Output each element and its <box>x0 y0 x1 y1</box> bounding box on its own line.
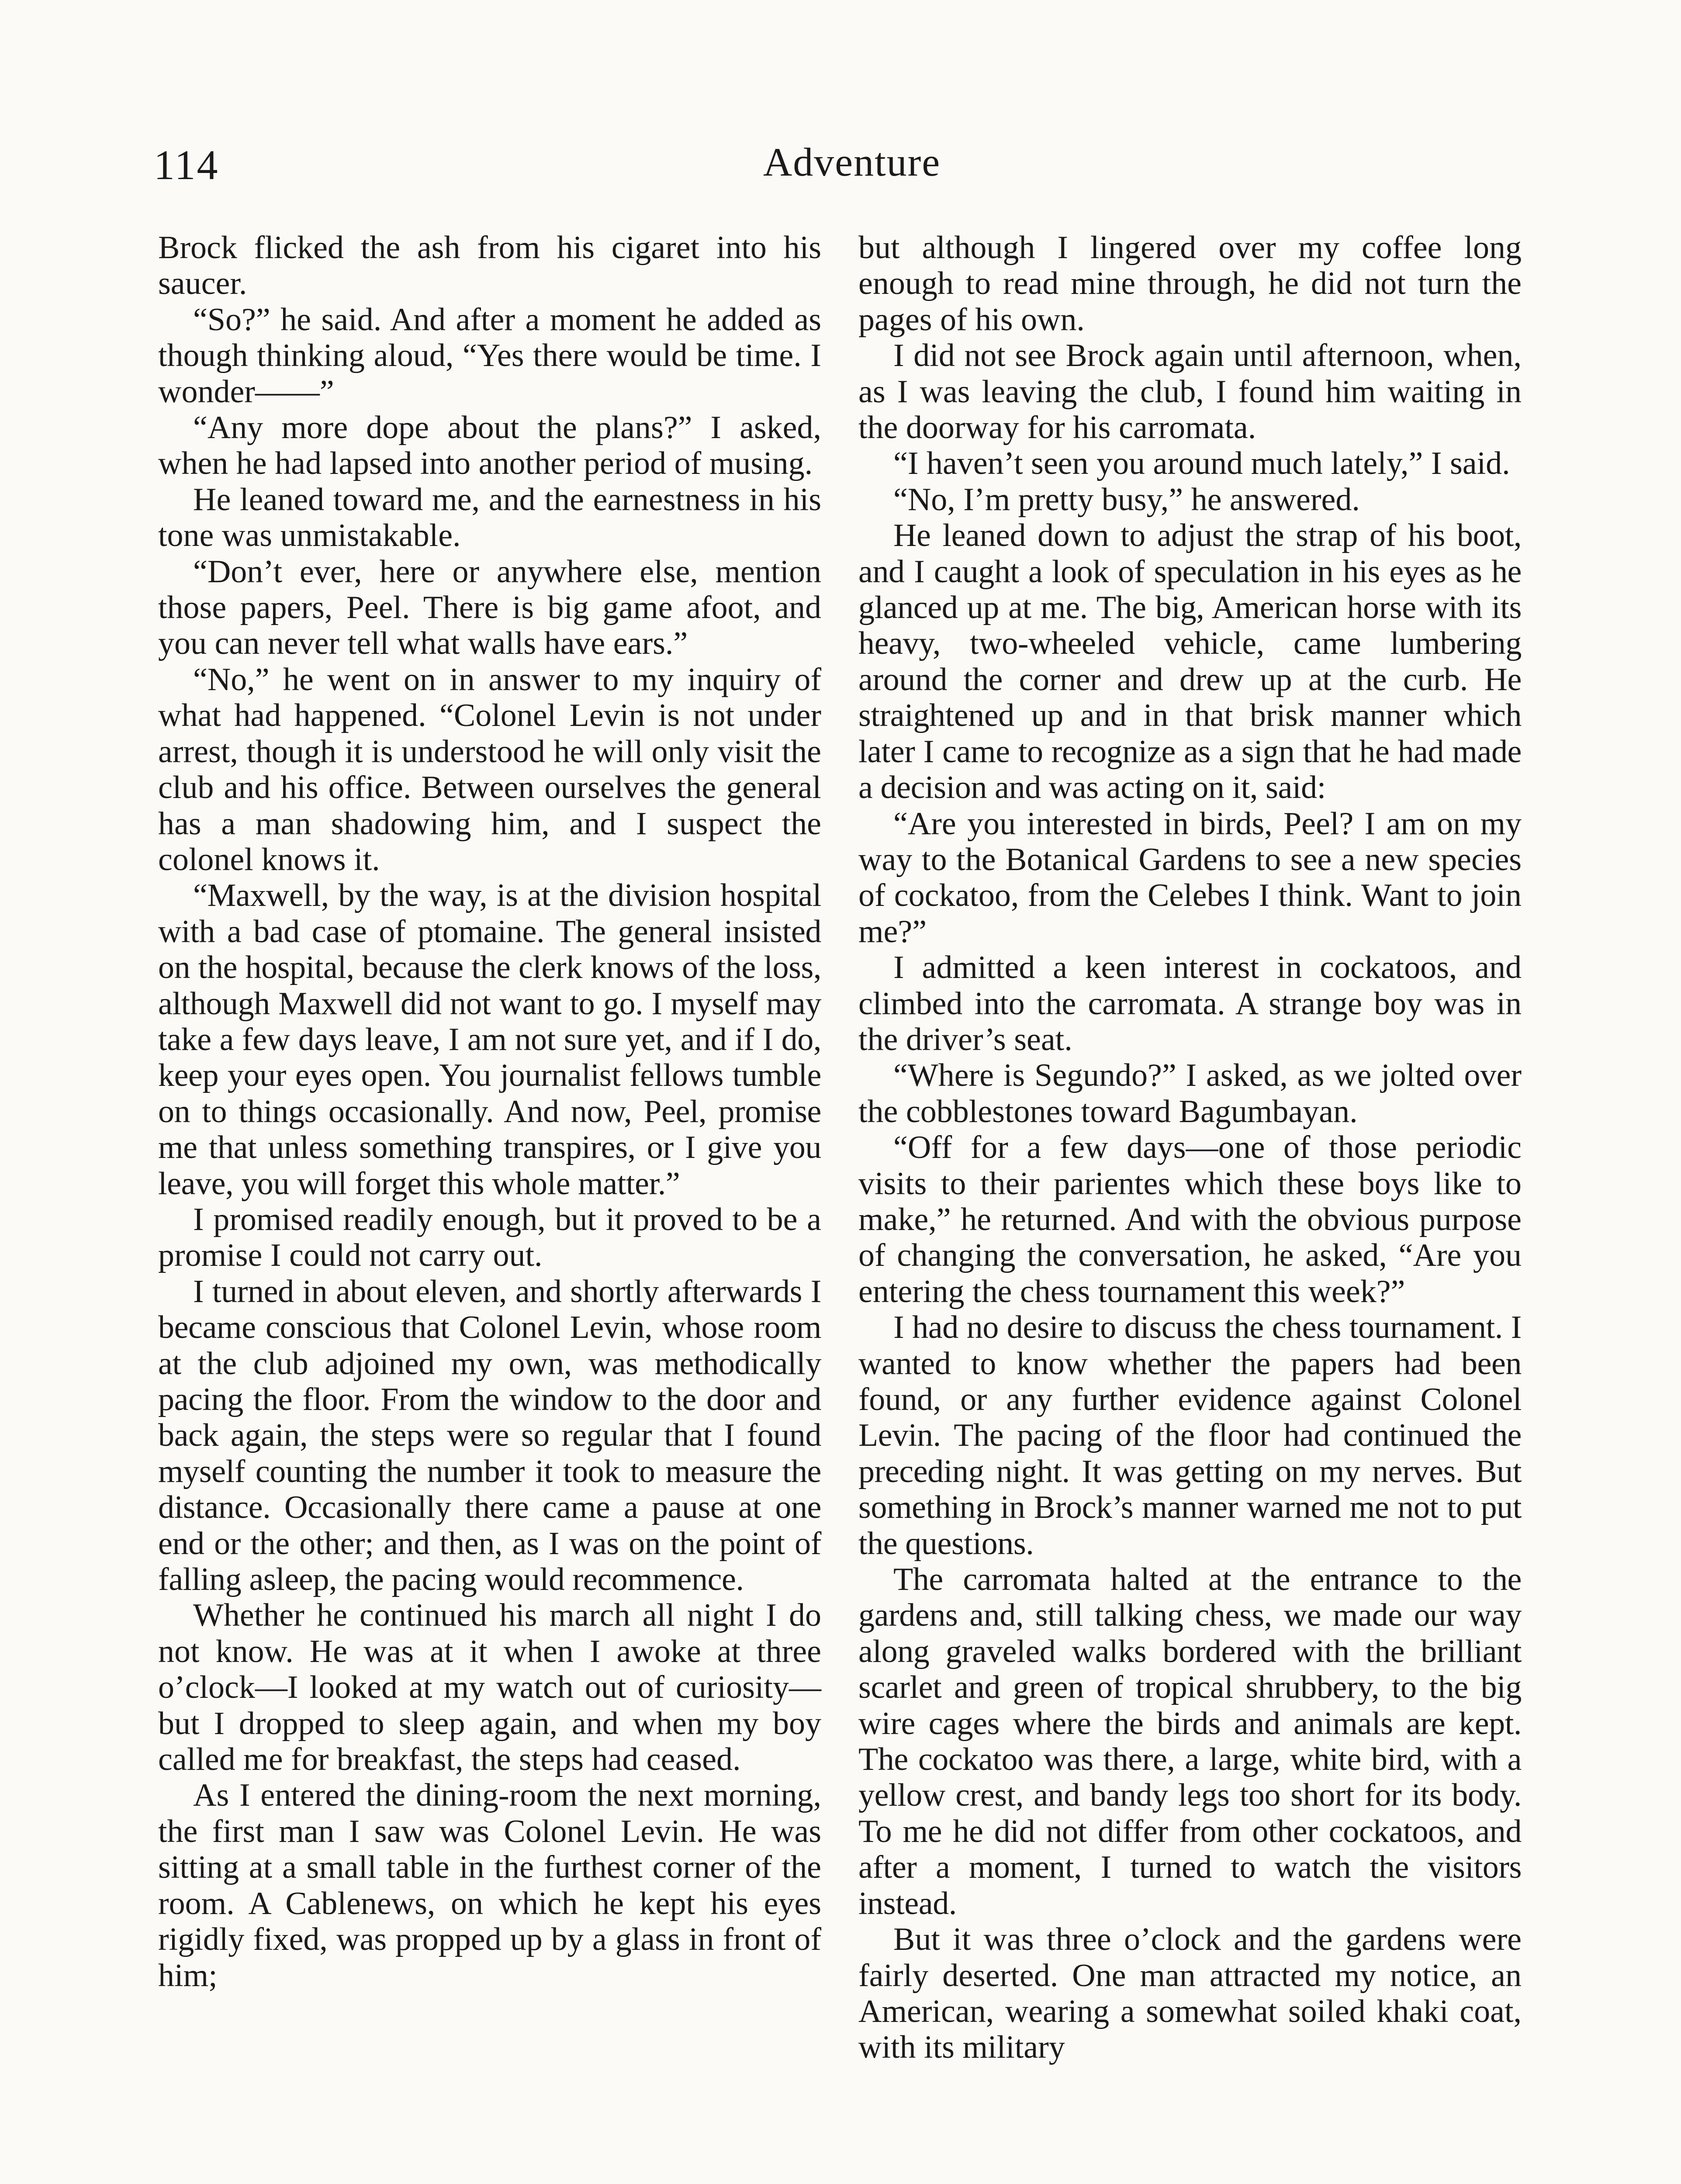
paragraph: “No, I’m pretty busy,” he answered. <box>893 481 1360 518</box>
paragraph: The carromata halted at the entrance to the gardens and, still talking chess, we made our way along graveled walks bordered with the brilliant scarlet and green of tropical shrubbery, to the big wire cages where the birds and animals are kept. The cockatoo was there, a large, white bird, with a yellow crest, and bandy legs too short for its body. To me he did not differ from other cockatoos, and after a moment, I turned to watch the visitors instead. <box>858 1562 1522 1921</box>
paragraph: I did not see Brock again until afternoon, when, as I was leaving the club, I found him waiting in the doorway for his carromata. <box>858 338 1522 446</box>
paragraph: I turned in about eleven, and shortly afterwards I became conscious that Colonel Levin, whose room at the club adjoined my own, was methodically pacing the floor. From the window to the door and back again, the steps were so regular that I found myself counting the number it took to measure the distance. Occasionally there came a pause at one end or the other; and then, as I was on the point of falling asleep, the pacing would recommence. <box>158 1273 821 1598</box>
paragraph: but although I lingered over my coffee long enough to read mine through, he did not turn the pages of his own. <box>858 230 1522 338</box>
paragraph: “Off for a few days—one of those periodic visits to their parientes which these boys like to make,” he returned. And with the obvious purpose of changing the conversation, he asked, “Are you entering the chess tournament this week?” <box>858 1130 1522 1310</box>
paragraph: He leaned toward me, and the earnestness in his tone was unmistakable. <box>158 481 821 554</box>
paragraph: “No,” he went on in answer to my inquiry of what had happened. “Colonel Levin is not under arrest, though it is understood he will only visit the club and his office. Between ourselves the general has a man shadowing him, and I suspect the colonel knows it. <box>158 661 821 878</box>
paragraph: “So?” he said. And after a moment he added as though thinking aloud, “Yes there would be time. I wonder——” <box>158 301 821 410</box>
paragraph: “Don’t ever, here or anywhere else, mention those papers, Peel. There is big game afoot, and you can never tell what walls have ears.” <box>158 553 821 662</box>
right-column <box>858 230 1522 2066</box>
paragraph: As I entered the dining-room the next morning, the first man I saw was Colonel Levin. He was sitting at a small table in the furthest corner of the room. A Cablenews, on which he kept his eyes rigidly fixed, was propped up by a glass in front of him; <box>158 1777 821 1994</box>
paragraph: “Where is Segundo?” I asked, as we jolted over the cobblestones toward Bagumbayan. <box>858 1057 1522 1130</box>
page-number: 114 <box>154 142 219 188</box>
paragraph: He leaned down to adjust the strap of his boot, and I caught a look of speculation in his eyes as he glanced up at me. The big, American horse with its heavy, two-wheeled vehicle, came lumbering around the corner and drew up at the curb. He straightened up and in that brisk manner which later I came to recognize as a sign that he had made a decision and was acting on it, said: <box>858 518 1522 806</box>
paragraph: I admitted a keen interest in cockatoos, and climbed into the carromata. A strange boy was in the driver’s seat. <box>858 950 1522 1057</box>
running-head-title: Adventure <box>763 140 941 184</box>
paragraph: I had no desire to discuss the chess tournament. I wanted to know whether the papers had been found, or any further evidence against Colonel Levin. The pacing of the floor had continued the preceding night. It was getting on my nerves. But something in Brock’s manner warned me not to put the questions. <box>858 1310 1522 1562</box>
paragraph: “Any more dope about the plans?” I asked, when he had lapsed into another period of musing. <box>158 410 821 482</box>
paragraph: I promised readily enough, but it proved to be a promise I could not carry out. <box>158 1201 821 1274</box>
paragraph: But it was three o’clock and the gardens were fairly deserted. One man attracted my notice, an American, wearing a somewhat soiled khaki coat, with its military <box>858 1921 1522 2066</box>
paragraph: “Maxwell, by the way, is at the division hospital with a bad case of ptomaine. The general insisted on the hospital, because the clerk knows of the loss, although Maxwell did not want to go. I myself may take a few days leave, I am not sure yet, and if I do, keep your eyes open. You journalist fellows tumble on to things occasionally. And now, Peel, promise me that unless something transpires, or I give you leave, you will forget this whole matter.” <box>158 878 821 1202</box>
paragraph: “Are you interested in birds, Peel? I am on my way to the Botanical Gardens to see a new species of cockatoo, from the Celebes I think. Want to join me?” <box>858 805 1522 950</box>
paragraph: Whether he continued his march all night I do not know. He was at it when I awoke at three o’clock—I looked at my watch out of curiosity—but I dropped to sleep again, and when my boy called me for breakfast, the steps had ceased. <box>158 1597 821 1778</box>
paragraph: Brock flicked the ash from his cigaret into his saucer. <box>158 230 821 302</box>
left-column <box>158 230 821 1994</box>
paragraph: “I haven’t seen you around much lately,” I said. <box>893 446 1510 482</box>
